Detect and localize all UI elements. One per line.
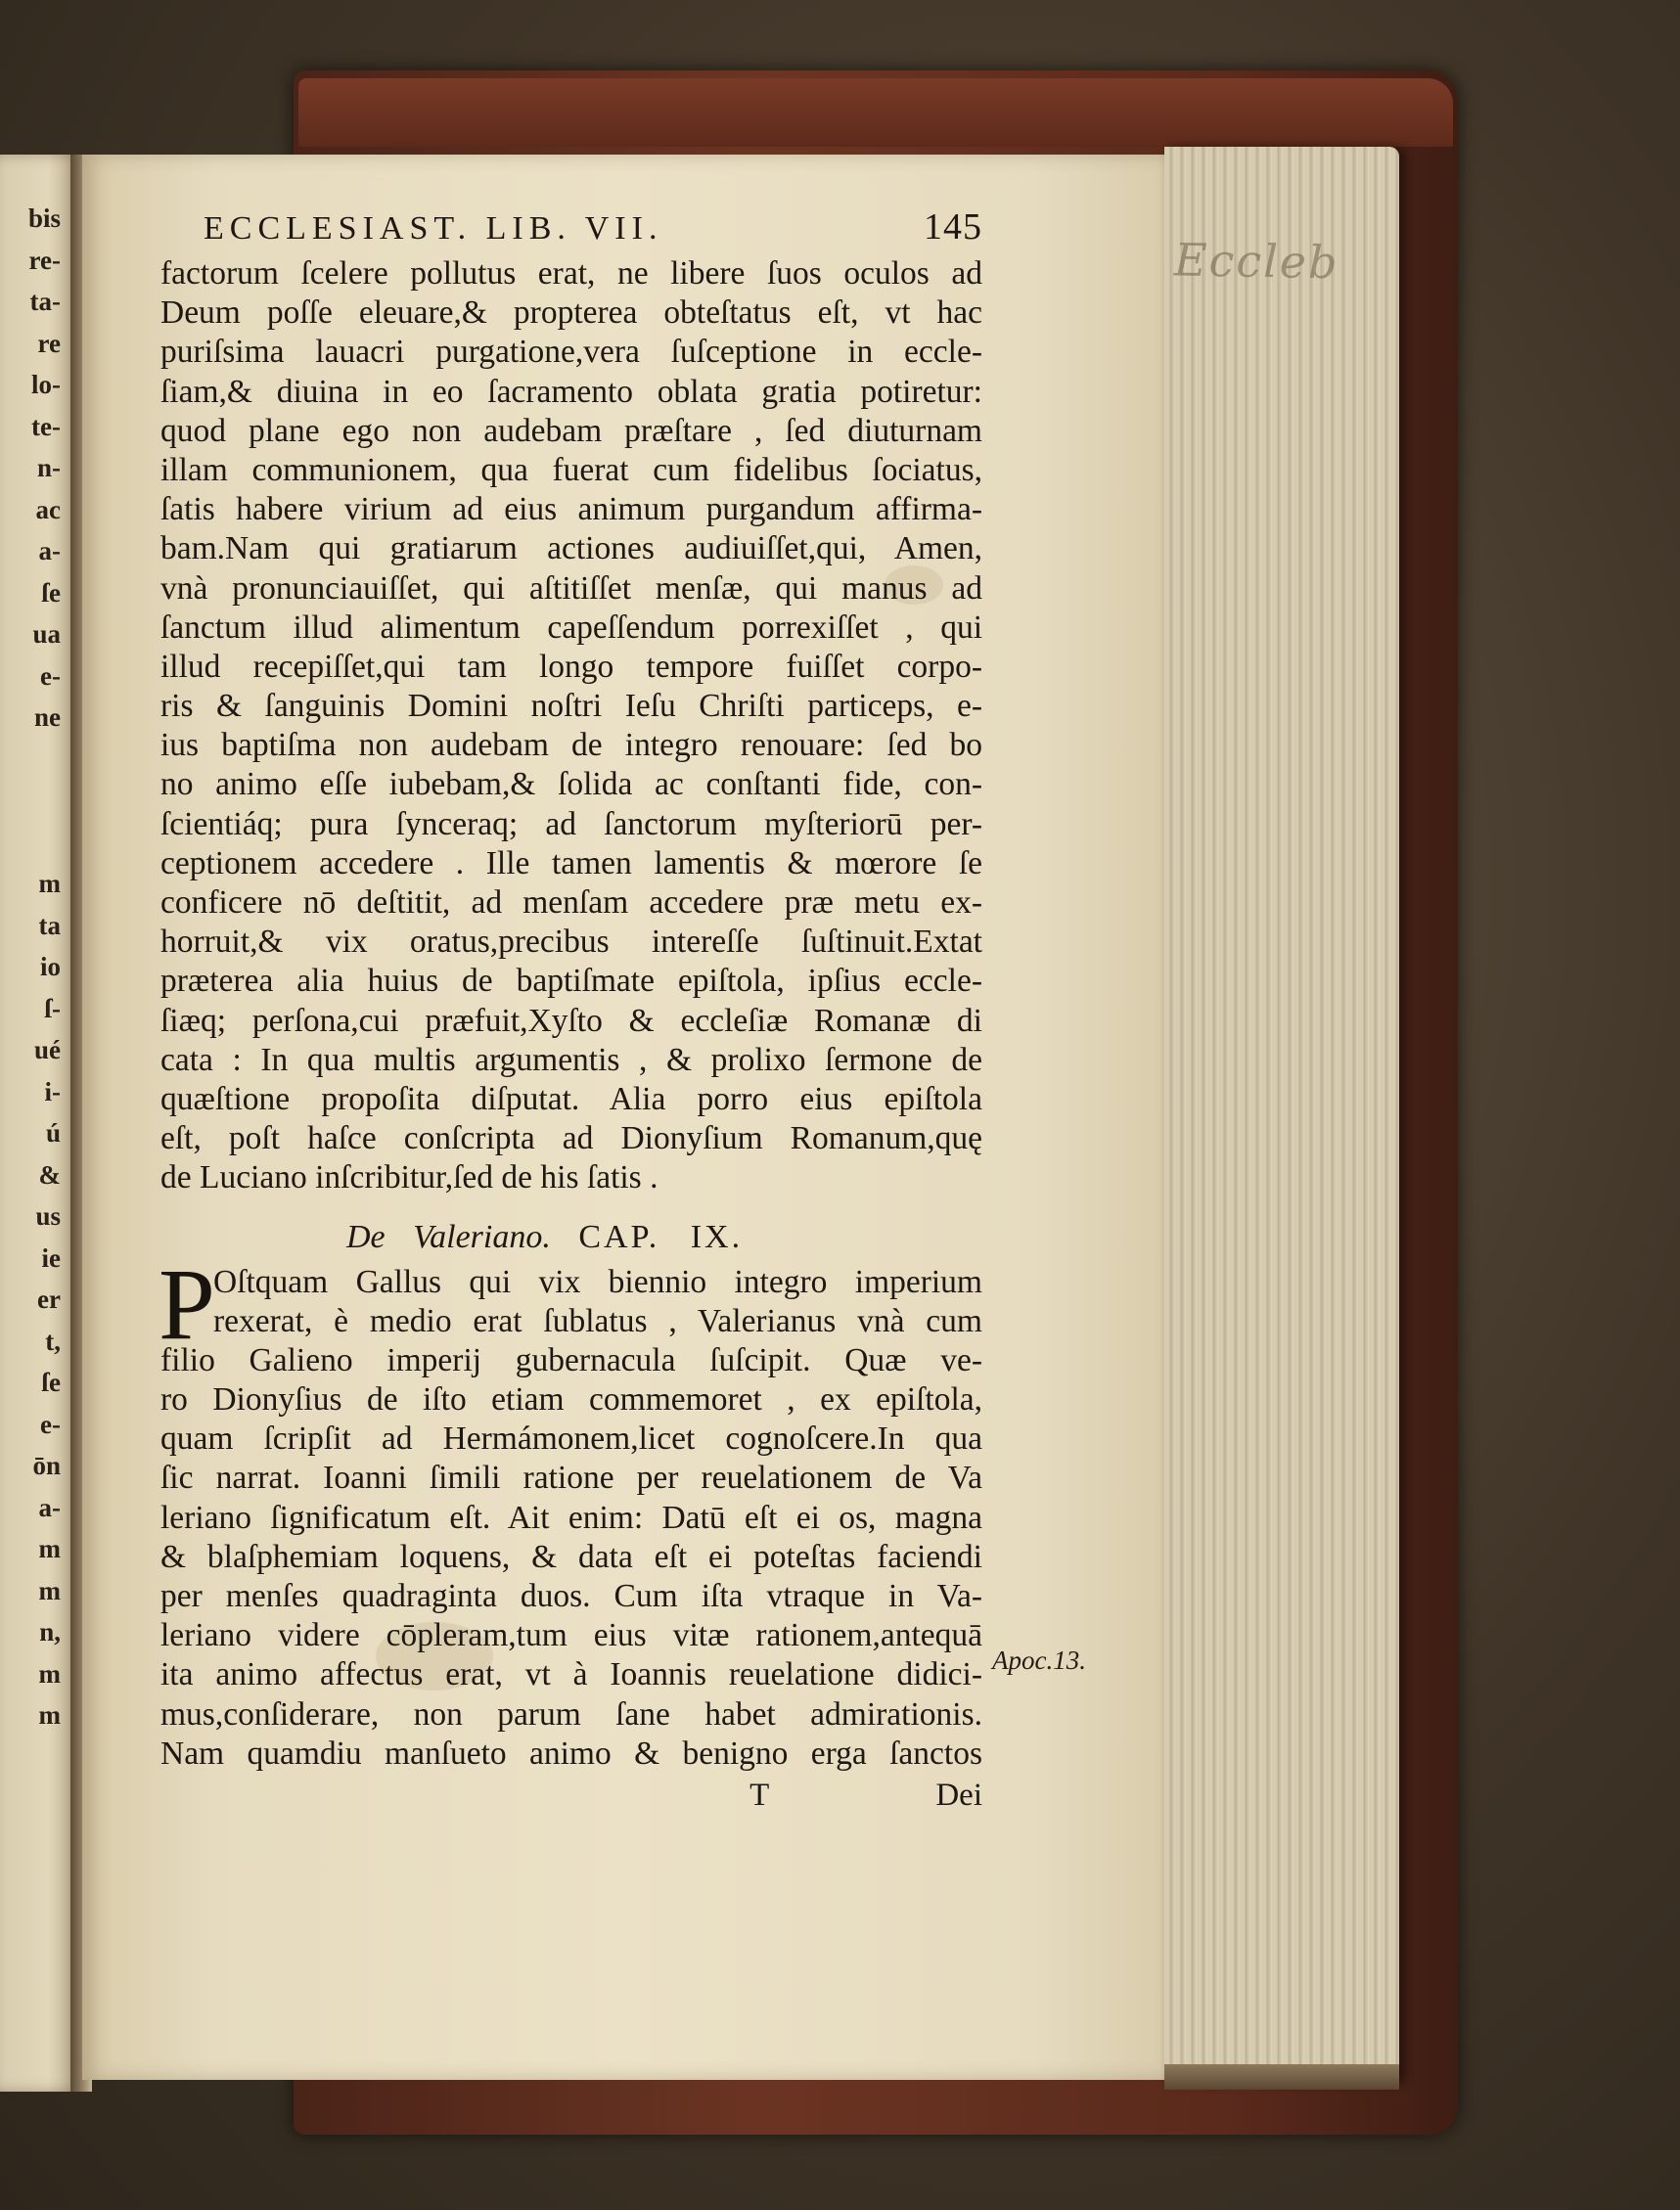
- left-page-fragment: ne: [34, 702, 61, 732]
- text-line: ſcientiáq; pura ſynceraq; ad ſanctorum myſteriorū per-: [160, 805, 982, 842]
- text-line: quod plane ego non audebam præſtare , ſed diuturnam: [160, 412, 982, 449]
- left-page-fragment: ué: [34, 1035, 61, 1064]
- text-line: cata : In qua multis argumentis , & prolixo ſermone de: [160, 1041, 982, 1078]
- chapter-number: CAP. IX.: [578, 1218, 744, 1255]
- margin-note: Apoc.13.: [992, 1646, 1086, 1675]
- text-line: & blaſphemiam loquens, & data eſt ei poteſtas faciendi: [160, 1538, 982, 1575]
- spine-handwritten-note: Eccleb: [1173, 233, 1339, 290]
- left-page-fragment: er: [37, 1285, 61, 1314]
- left-page-fragment: te-: [31, 411, 61, 441]
- left-page: [0, 155, 80, 2092]
- text-line: ceptionem accedere . Ille tamen lamentis & mœrore ſe: [160, 844, 982, 881]
- text-line: factorum ſcelere pollutus erat, ne libere ſuos oculos ad: [160, 255, 982, 292]
- signature-mark: T: [749, 1777, 770, 1813]
- left-page-fragment: bis: [27, 203, 61, 233]
- left-page-fragment: ac: [35, 494, 61, 524]
- text-line: mus,conſiderare, non parum ſane habet admirationis.: [160, 1695, 982, 1733]
- text-line: Oſtquam Gallus qui vix biennio integro imperium: [213, 1263, 982, 1300]
- text-line: præterea alia huius de baptiſmate epiſtola, ipſius eccle-: [160, 963, 982, 1000]
- left-page-fragment: ú: [45, 1118, 61, 1148]
- left-page-fragment: re: [37, 328, 61, 358]
- text-line: de Luciano inſcribitur,ſed de his ſatis .: [160, 1159, 658, 1196]
- text-line: conficere nō deſtitit, ad menſam accedere præ metu ex-: [160, 884, 982, 921]
- left-page-fragment: m: [38, 1534, 61, 1563]
- left-page-fragment: a-: [38, 536, 61, 565]
- text-line: horruit,& vix oratus,precibus intereſſe ſuſtinuit.Extat: [160, 924, 982, 961]
- drop-initial: P: [159, 1247, 215, 1361]
- left-page-fragment: i-: [44, 1076, 61, 1106]
- left-page-fragment: ſe: [41, 577, 61, 608]
- text-line: quam ſcripſit ad Hermámonem,licet cognoſcere.In qua: [160, 1421, 982, 1458]
- left-page-fragment: re-: [28, 245, 61, 275]
- text-line: rexerat, è medio erat ſublatus , Valerianus vnà cum: [213, 1302, 982, 1339]
- left-page-fragment: us: [35, 1201, 61, 1231]
- book-cover-top-edge: [298, 78, 1453, 147]
- text-line: leriano ſignificatum eſt. Ait enim: Datū eſt ei os, magna: [160, 1499, 982, 1536]
- text-line: eſt, poſt haſce conſcripta ad Dionyſium Romanum,quę: [160, 1120, 982, 1157]
- left-page-fragment: n-: [36, 453, 61, 482]
- book-bottom-edge: [1164, 2064, 1399, 2090]
- text-line: illam communionem, qua fuerat cum fidelibus ſociatus,: [160, 451, 982, 488]
- text-line: ris & ſanguinis Domini noſtri Ieſu Chriſti particeps, e-: [160, 688, 982, 725]
- left-page-fragment: n,: [39, 1617, 61, 1646]
- text-line: ſic narrat. Ioanni ſimili ratione per reuelationem de Va: [160, 1460, 982, 1497]
- left-page-fragment: m: [38, 1700, 61, 1730]
- text-line: no animo eſſe iubebam,& ſolida ac conſtanti fide, con-: [160, 766, 982, 803]
- text-line: leriano videre cōpleram,tum eius vitæ rationem,antequā: [160, 1617, 982, 1654]
- text-line: ſanctum illud alimentum capeſſendum porrexiſſet , qui: [160, 609, 982, 646]
- text-line: illud recepiſſet,qui tam longo tempore fuiſſet corpo-: [160, 648, 982, 685]
- left-page-fragment: ſ-: [44, 993, 61, 1023]
- page-number: 145: [924, 206, 982, 248]
- left-page-fragment: a-: [38, 1492, 61, 1522]
- left-page-fragment: ſe: [41, 1368, 61, 1397]
- text-line: quæſtione propoſita diſputat. Alia porro eius epiſtola: [160, 1080, 982, 1117]
- left-page-fragment: io: [39, 952, 61, 981]
- text-line: bam.Nam qui gratiarum actiones audiuiſſet,qui, Amen,: [160, 530, 982, 567]
- chapter-body: [159, 1247, 982, 1774]
- running-head: ECCLESIAST. LIB. VII.: [204, 210, 663, 247]
- page-edges: [1164, 147, 1399, 2084]
- text-line: ita animo affectus erat, vt à Ioannis reuelatione didici-: [160, 1656, 982, 1693]
- chapter-title: De Valeriano.: [346, 1218, 551, 1255]
- page-footer: [160, 1774, 982, 1817]
- text-line: filio Galieno imperij gubernacula ſuſcipit. Quæ ve-: [160, 1341, 982, 1378]
- left-page-fragment: ōn: [32, 1451, 61, 1480]
- text-block: [160, 205, 982, 1817]
- text-line: ro Dionyſius de iſto etiam commemoret , ex epiſtola,: [160, 1381, 982, 1419]
- left-page-margin-text: [0, 155, 80, 2092]
- chapter-text: [159, 1247, 982, 1774]
- text-line: ſiam,& diuina in eo ſacramento oblata gratia potiretur:: [160, 373, 982, 410]
- text-line: Nam quamdiu manſueto animo & benigno erga ſanctos: [160, 1735, 982, 1772]
- left-page-fragment: ta: [38, 910, 61, 940]
- text-line: per menſes quadraginta duos. Cum iſta vtraque in Va-: [160, 1578, 982, 1614]
- running-header: [160, 205, 982, 254]
- left-page-fragment: t,: [45, 1326, 61, 1356]
- left-page-fragment: lo-: [31, 370, 61, 399]
- left-page-fragment: ta-: [29, 287, 61, 316]
- text-line: Deum poſſe eleuare,& propterea obteſtatus eſt, vt hac: [160, 294, 982, 332]
- body-text: [160, 254, 982, 1198]
- left-page-fragment: ie: [41, 1242, 61, 1273]
- left-page-fragment: e-: [40, 660, 61, 691]
- left-page-fragment: e-: [40, 1409, 61, 1439]
- catchword: Dei: [935, 1777, 982, 1813]
- text-line: vnà pronunciauiſſet, qui aſtitiſſet menſæ, qui manus ad: [160, 569, 982, 607]
- left-page-fragment: m: [38, 1575, 61, 1605]
- text-line: ſiæq; perſona,cui præfuit,Xyſto & eccleſiæ Romanæ di: [160, 1002, 982, 1039]
- text-line: ius baptiſma non audebam de integro renouare: ſed bo: [160, 727, 982, 764]
- left-page-fragment: ua: [32, 619, 61, 649]
- left-page-fragment: m: [38, 869, 61, 898]
- text-line: ſatis habere virium ad eius animum purgandum affirma-: [160, 491, 982, 528]
- chapter-heading: [160, 1198, 982, 1263]
- left-page-fragment: &: [38, 1159, 61, 1190]
- left-page-fragment: m: [38, 1658, 61, 1689]
- text-line: puriſsima lauacri purgatione,vera ſuſceptione in eccle-: [160, 334, 982, 371]
